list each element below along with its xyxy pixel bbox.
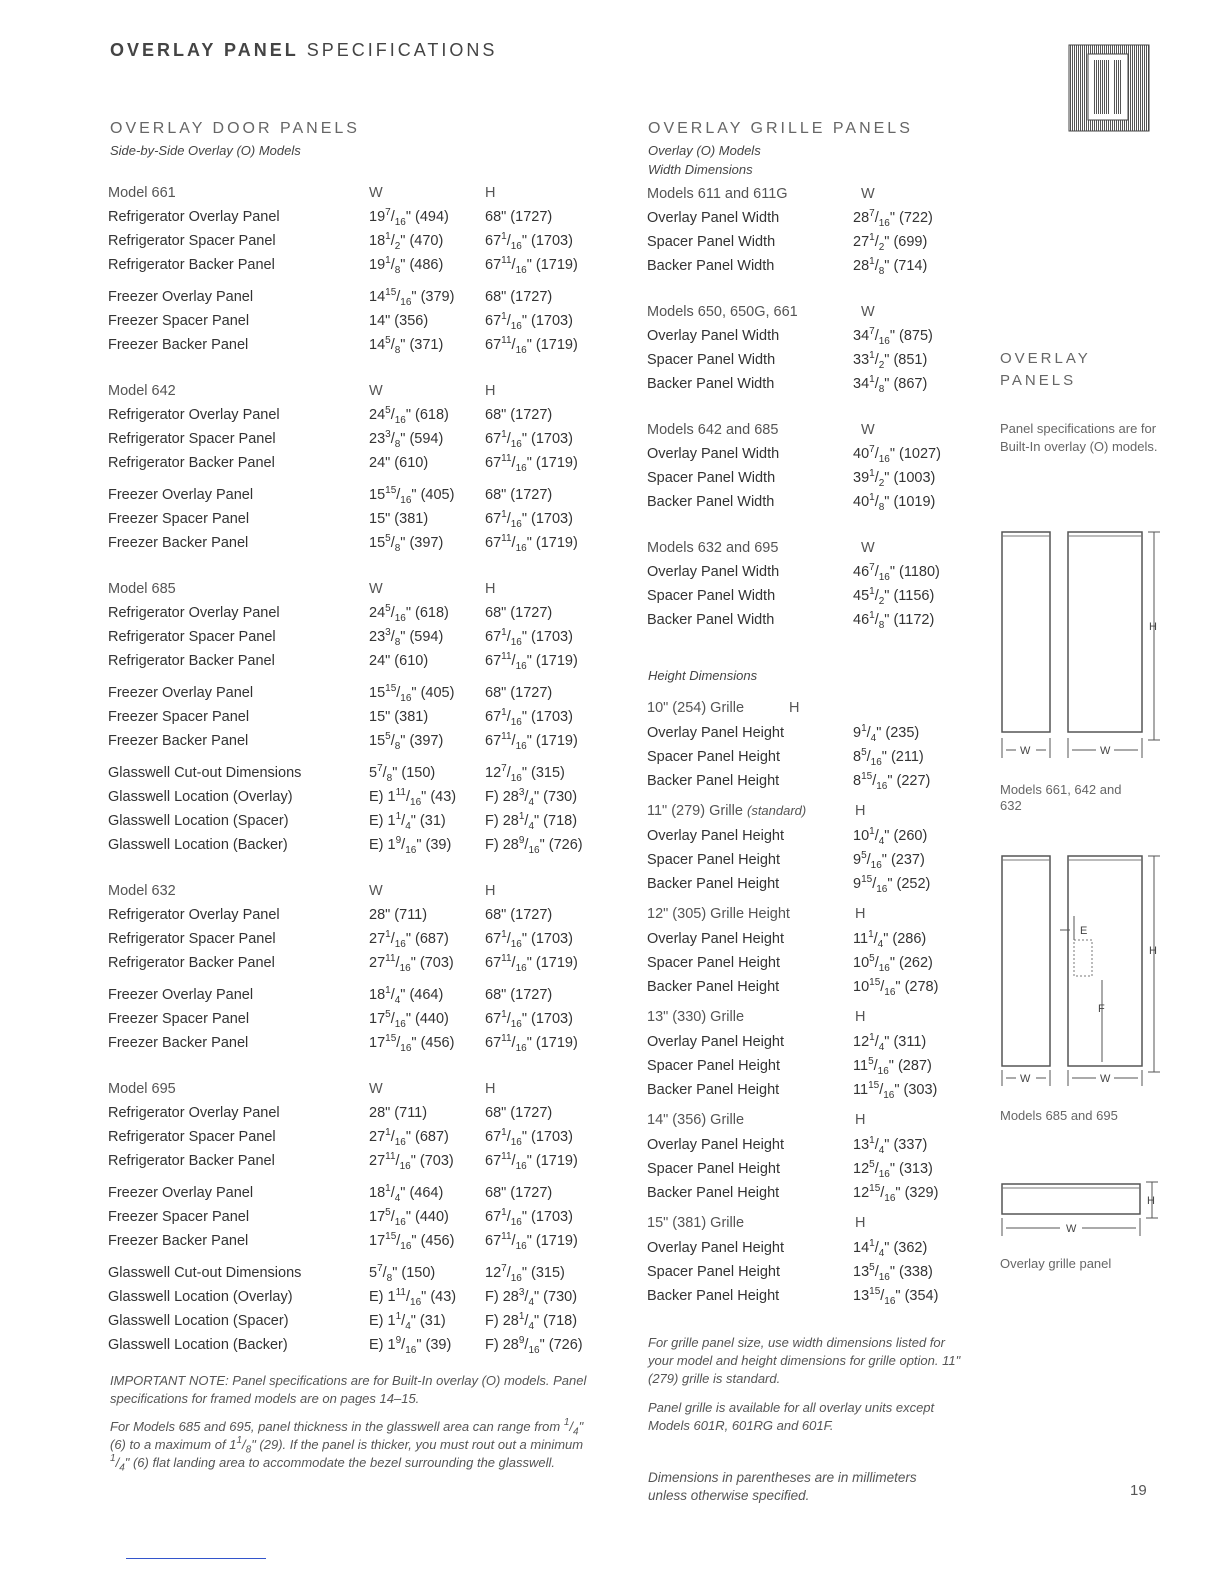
height-value: F) $28^9/_{16}$" (726): [485, 835, 583, 856]
height-value: F) $28^3/_4$" (730): [485, 1287, 578, 1308]
height-value: $67^{11}/_{16}$" (1719): [485, 731, 578, 752]
width-value: $24^5/_{16}$" (618): [369, 405, 449, 426]
fig1-width-label-1: W: [1020, 745, 1031, 757]
row-label: Refrigerator Spacer Panel: [108, 431, 276, 447]
figure-overlay-grille-panel: [996, 1176, 1166, 1240]
height-value: $67^1/_{16}$" (1703): [485, 1207, 573, 1228]
width-value: $17^5/_{16}$" (440): [369, 1207, 449, 1228]
row-label: Refrigerator Spacer Panel: [108, 931, 276, 947]
row-label: Backer Panel Width: [647, 376, 775, 392]
width-value: $5^7/_8$" (150): [369, 1263, 436, 1284]
grille-size-note: For grille panel size, use width dimensions listed for your model and height dimensions for grille option. 11" (279) grille is standard.: [648, 1335, 961, 1386]
fig2-f-label: F: [1098, 1003, 1105, 1015]
row-label: Spacer Panel Width: [647, 352, 776, 368]
row-label: Refrigerator Overlay Panel: [108, 407, 280, 423]
door-panels-title: OVERLAY DOOR PANELS: [110, 120, 360, 137]
fig1-height-label: H: [1149, 621, 1157, 633]
height-value: $11^1/_4$" (286): [853, 929, 927, 950]
height-value: $12^1/_4$" (311): [853, 1032, 927, 1053]
important-note: IMPORTANT NOTE: Panel specifications are for Built-In overlay (O) models. Panel specifications for framed models are on pages 14–15.: [110, 1373, 587, 1406]
row-label: Freezer Spacer Panel: [108, 1011, 250, 1027]
height-value: 68" (1727): [485, 487, 553, 503]
row-label: Glasswell Cut-out Dimensions: [108, 1265, 302, 1281]
height-value: $67^1/_{16}$" (1703): [485, 929, 573, 950]
row-label: Glasswell Location (Spacer): [108, 813, 289, 829]
width-value: $33^1/_2$" (851): [853, 350, 928, 371]
height-value: F) $28^9/_{16}$" (726): [485, 1335, 583, 1356]
grille-label: 11" (279) Grille (standard): [647, 803, 807, 819]
width-value: $15^{15}/_{16}$" (405): [369, 485, 455, 506]
row-label: Spacer Panel Height: [647, 749, 780, 765]
width-value: 28" (711): [369, 907, 428, 923]
row-label: Glasswell Location (Overlay): [108, 789, 293, 805]
fig2-e-label: E: [1080, 925, 1088, 937]
row-label: Overlay Panel Width: [647, 446, 780, 462]
height-value: 68" (1727): [485, 1185, 553, 1201]
row-label: Model 695: [108, 1081, 176, 1097]
row-label: Freezer Backer Panel: [108, 1035, 249, 1051]
height-value: $67^1/_{16}$" (1703): [485, 707, 573, 728]
height-value: 68" (1727): [485, 209, 553, 225]
row-label: Models 642 and 685: [647, 422, 779, 438]
row-label: Overlay Panel Height: [647, 931, 785, 947]
height-header: H: [855, 1009, 866, 1025]
height-value: $67^1/_{16}$" (1703): [485, 627, 573, 648]
width-value: $18^1/_2$" (470): [369, 231, 444, 252]
height-value: $9^1/_4$" (235): [853, 723, 920, 744]
height-value: F) $28^1/_4$" (718): [485, 1311, 578, 1332]
height-value: $67^{11}/_{16}$" (1719): [485, 533, 578, 554]
height-dimensions-title: Height Dimensions: [648, 668, 758, 683]
row-label: Overlay Panel Height: [647, 1137, 785, 1153]
row-label: Spacer Panel Width: [647, 470, 776, 486]
row-label: Refrigerator Overlay Panel: [108, 605, 280, 621]
row-label: Overlay Panel Height: [647, 828, 785, 844]
width-header: W: [369, 883, 383, 899]
width-value: E) $1^1/_4$" (31): [369, 811, 446, 832]
height-value: $67^1/_{16}$" (1703): [485, 429, 573, 450]
width-header: W: [861, 186, 875, 202]
height-value: $67^1/_{16}$" (1703): [485, 1009, 573, 1030]
row-label: Refrigerator Overlay Panel: [108, 209, 280, 225]
height-header: H: [485, 383, 496, 399]
row-label: Model 642: [108, 383, 176, 399]
width-value: $34^1/_8$" (867): [853, 374, 928, 395]
width-value: $23^3/_8$" (594): [369, 627, 444, 648]
width-value: $17^5/_{16}$" (440): [369, 1009, 449, 1030]
row-label: Glasswell Location (Backer): [108, 837, 288, 853]
side-description: Panel specifications are for Built-In overlay (O) models.: [1000, 421, 1158, 454]
height-value: 68" (1727): [485, 407, 553, 423]
height-header: H: [855, 906, 866, 922]
height-value: $13^5/_{16}$" (338): [853, 1262, 933, 1283]
figure-models-685-695: [996, 850, 1166, 1090]
width-value: $17^{15}/_{16}$" (456): [369, 1033, 455, 1054]
row-label: Backer Panel Height: [647, 1288, 780, 1304]
row-label: Refrigerator Spacer Panel: [108, 1129, 276, 1145]
height-value: $9^{15}/_{16}$" (252): [853, 874, 931, 895]
height-value: $9^5/_{16}$" (237): [853, 850, 925, 871]
row-label: Freezer Overlay Panel: [108, 685, 254, 701]
row-label: Spacer Panel Width: [647, 234, 776, 250]
row-label: Refrigerator Overlay Panel: [108, 907, 280, 923]
width-value: $27^1/_2$" (699): [853, 232, 928, 253]
width-header: W: [861, 304, 875, 320]
grille-label: 13" (330) Grille: [647, 1009, 745, 1025]
row-label: Spacer Panel Height: [647, 852, 780, 868]
grille-label: 14" (356) Grille: [647, 1112, 745, 1128]
fig3-caption: Overlay grille panel: [1000, 1256, 1112, 1271]
page-title: OVERLAY PANEL SPECIFICATIONS: [110, 40, 498, 60]
width-value: $46^7/_{16}$" (1180): [853, 562, 940, 583]
grille-label: 10" (254) Grille: [647, 700, 745, 716]
row-label: Refrigerator Backer Panel: [108, 653, 275, 669]
width-value: $15^{15}/_{16}$" (405): [369, 683, 455, 704]
width-value: $15^5/_8$" (397): [369, 731, 444, 752]
height-value: $8^5/_{16}$" (211): [853, 747, 924, 768]
row-label: Backer Panel Height: [647, 876, 780, 892]
height-value: $13^1/_4$" (337): [853, 1135, 928, 1156]
height-header: H: [485, 883, 496, 899]
width-value: 14" (356): [369, 313, 429, 329]
width-header: W: [861, 422, 875, 438]
row-label: Freezer Spacer Panel: [108, 709, 250, 725]
row-label: Models 611 and 611G: [647, 186, 788, 202]
width-value: 24" (610): [369, 653, 429, 669]
height-header: H: [855, 1112, 866, 1128]
fig1-width-label-2: W: [1100, 745, 1111, 757]
grille-subtitle: Overlay (O) Models: [648, 143, 761, 158]
height-value: $67^1/_{16}$" (1703): [485, 509, 573, 530]
figure-models-661-642-632: [996, 526, 1166, 762]
width-value: $18^1/_4$" (464): [369, 985, 444, 1006]
row-label: Backer Panel Height: [647, 1185, 780, 1201]
width-value: $19^7/_{16}$" (494): [369, 207, 449, 228]
height-value: 68" (1727): [485, 1105, 553, 1121]
row-label: Freezer Overlay Panel: [108, 487, 254, 503]
glasswell-note: For Models 685 and 695, panel thickness in the glasswell area can range from $^1/_4$" (6) to a maximum of $1^1/_8$" (29). If the panel is thicker, you must rout out a minimum $^1/_4$" (6) flat landing area to accommodate the bezel surrounding the glasswell.: [110, 1417, 584, 1474]
height-value: $67^1/_{16}$" (1703): [485, 311, 573, 332]
row-label: Freezer Overlay Panel: [108, 1185, 254, 1201]
row-label: Spacer Panel Height: [647, 1264, 780, 1280]
row-label: Freezer Spacer Panel: [108, 511, 250, 527]
row-label: Freezer Backer Panel: [108, 1233, 249, 1249]
width-value: $15^5/_8$" (397): [369, 533, 444, 554]
width-value: $27^{11}/_{16}$" (703): [369, 953, 454, 974]
row-label: Glasswell Cut-out Dimensions: [108, 765, 302, 781]
height-value: $67^{11}/_{16}$" (1719): [485, 335, 578, 356]
height-value: F) $28^1/_4$" (718): [485, 811, 578, 832]
width-header: W: [369, 581, 383, 597]
width-value: $40^1/_8$" (1019): [853, 492, 936, 513]
height-value: 68" (1727): [485, 987, 553, 1003]
height-value: 68" (1727): [485, 685, 553, 701]
row-label: Refrigerator Spacer Panel: [108, 233, 276, 249]
width-value: $24^5/_{16}$" (618): [369, 603, 449, 624]
row-label: Spacer Panel Height: [647, 955, 780, 971]
height-value: $67^{11}/_{16}$" (1719): [485, 651, 578, 672]
grille-label: 15" (381) Grille: [647, 1215, 745, 1231]
side-title: OVERLAY PANELS: [1000, 350, 1091, 389]
page-number: 19: [1130, 1482, 1147, 1499]
height-value: $12^7/_{16}$" (315): [485, 1263, 565, 1284]
height-value: $12^{15}/_{16}$" (329): [853, 1183, 939, 1204]
height-value: $12^5/_{16}$" (313): [853, 1159, 933, 1180]
row-label: Freezer Backer Panel: [108, 733, 249, 749]
height-header: H: [855, 1215, 866, 1231]
width-value: $28^1/_8$" (714): [853, 256, 928, 277]
height-value: $10^5/_{16}$" (262): [853, 953, 933, 974]
height-value: $13^{15}/_{16}$" (354): [853, 1286, 939, 1307]
height-header: H: [855, 803, 866, 819]
fig2-width-label-1: W: [1020, 1073, 1031, 1085]
height-header: H: [485, 1081, 496, 1097]
width-value: E) $1^9/_{16}$" (39): [369, 1335, 452, 1356]
row-label: Freezer Backer Panel: [108, 337, 249, 353]
row-label: Freezer Spacer Panel: [108, 1209, 250, 1225]
row-label: Refrigerator Backer Panel: [108, 1153, 275, 1169]
row-label: Refrigerator Spacer Panel: [108, 629, 276, 645]
row-label: Model 661: [108, 185, 176, 201]
fig1-caption: Models 661, 642 and 632: [1000, 782, 1122, 813]
row-label: Spacer Panel Width: [647, 588, 776, 604]
height-value: $67^{11}/_{16}$" (1719): [485, 255, 578, 276]
height-header: H: [485, 581, 496, 597]
height-value: $67^1/_{16}$" (1703): [485, 1127, 573, 1148]
width-value: $14^5/_8$" (371): [369, 335, 444, 356]
width-value: 28" (711): [369, 1105, 428, 1121]
fig2-height-label: H: [1149, 945, 1157, 957]
height-value: $12^7/_{16}$" (315): [485, 763, 565, 784]
width-value: $18^1/_4$" (464): [369, 1183, 444, 1204]
row-label: Overlay Panel Height: [647, 1240, 785, 1256]
height-value: $67^{11}/_{16}$" (1719): [485, 1151, 578, 1172]
width-value: $5^7/_8$" (150): [369, 763, 436, 784]
height-value: $10^{15}/_{16}$" (278): [853, 977, 939, 998]
row-label: Glasswell Location (Overlay): [108, 1289, 293, 1305]
width-value: E) $1^1/_4$" (31): [369, 1311, 446, 1332]
width-value: $27^1/_{16}$" (687): [369, 1127, 449, 1148]
height-value: F) $28^3/_4$" (730): [485, 787, 578, 808]
width-value: $40^7/_{16}$" (1027): [853, 444, 941, 465]
row-label: Freezer Overlay Panel: [108, 987, 254, 1003]
row-label: Overlay Panel Width: [647, 564, 780, 580]
footer-link-line: [126, 1558, 266, 1559]
height-value: $8^{15}/_{16}$" (227): [853, 771, 931, 792]
height-value: 68" (1727): [485, 907, 553, 923]
width-value: $27^1/_{16}$" (687): [369, 929, 449, 950]
row-label: Overlay Panel Height: [647, 1034, 785, 1050]
fig3-width-label: W: [1066, 1223, 1077, 1235]
width-value: 15" (381): [369, 511, 429, 527]
width-value: $27^{11}/_{16}$" (703): [369, 1151, 454, 1172]
width-value: 24" (610): [369, 455, 429, 471]
row-label: Models 650, 650G, 661: [647, 304, 798, 320]
door-panels-subtitle: Side-by-Side Overlay (O) Models: [110, 143, 301, 158]
row-label: Backer Panel Width: [647, 612, 775, 628]
width-value: 15" (381): [369, 709, 429, 725]
width-value: $39^1/_2$" (1003): [853, 468, 936, 489]
width-value: $34^7/_{16}$" (875): [853, 326, 933, 347]
row-label: Spacer Panel Height: [647, 1161, 780, 1177]
row-label: Glasswell Location (Backer): [108, 1337, 288, 1353]
row-label: Overlay Panel Width: [647, 328, 780, 344]
height-value: $67^{11}/_{16}$" (1719): [485, 453, 578, 474]
height-value: $10^1/_4$" (260): [853, 826, 928, 847]
fig2-caption: Models 685 and 695: [1000, 1108, 1118, 1123]
height-value: 68" (1727): [485, 289, 553, 305]
grille-panels-title: OVERLAY GRILLE PANELS: [648, 120, 913, 137]
row-label: Refrigerator Backer Panel: [108, 257, 275, 273]
height-value: $67^1/_{16}$" (1703): [485, 231, 573, 252]
height-value: $67^{11}/_{16}$" (1719): [485, 953, 578, 974]
row-label: Overlay Panel Width: [647, 210, 780, 226]
height-value: $14^1/_4$" (362): [853, 1238, 928, 1259]
width-header: W: [369, 1081, 383, 1097]
width-header: W: [861, 540, 875, 556]
height-value: $67^{11}/_{16}$" (1719): [485, 1231, 578, 1252]
width-header: W: [369, 185, 383, 201]
width-value: $28^7/_{16}$" (722): [853, 208, 933, 229]
row-label: Freezer Overlay Panel: [108, 289, 254, 305]
width-value: $23^3/_8$" (594): [369, 429, 444, 450]
width-value: $17^{15}/_{16}$" (456): [369, 1231, 455, 1252]
width-value: E) $1^{11}/_{16}$" (43): [369, 787, 457, 808]
row-label: Backer Panel Height: [647, 979, 780, 995]
height-value: $11^5/_{16}$" (287): [853, 1056, 932, 1077]
row-label: Spacer Panel Height: [647, 1058, 780, 1074]
width-value: $46^1/_8$" (1172): [853, 610, 935, 631]
millimeters-note: Dimensions in parentheses are in millimeters unless otherwise specified.: [648, 1470, 917, 1503]
row-label: Models 632 and 695: [647, 540, 779, 556]
grille-label: 12" (305) Grille Height: [647, 906, 790, 922]
row-label: Freezer Spacer Panel: [108, 313, 250, 329]
width-value: E) $1^9/_{16}$" (39): [369, 835, 452, 856]
height-value: 68" (1727): [485, 605, 553, 621]
grille-availability-note: Panel grille is available for all overlay units except Models 601R, 601RG and 601F.: [648, 1400, 935, 1433]
row-label: Overlay Panel Height: [647, 725, 785, 741]
logo-mark: [1068, 44, 1150, 132]
row-label: Backer Panel Width: [647, 258, 775, 274]
height-value: $11^{15}/_{16}$" (303): [853, 1080, 938, 1101]
fig2-width-label-2: W: [1100, 1073, 1111, 1085]
row-label: Backer Panel Width: [647, 494, 775, 510]
fig3-height-label: H: [1147, 1195, 1155, 1207]
height-header: H: [485, 185, 496, 201]
width-value: $19^1/_8$" (486): [369, 255, 444, 276]
width-value: $45^1/_2$" (1156): [853, 586, 935, 607]
row-label: Model 685: [108, 581, 176, 597]
row-label: Refrigerator Backer Panel: [108, 955, 275, 971]
row-label: Backer Panel Height: [647, 1082, 780, 1098]
row-label: Model 632: [108, 883, 176, 899]
grille-width-subtitle: Width Dimensions: [648, 162, 753, 177]
row-label: Freezer Backer Panel: [108, 535, 249, 551]
height-header: H: [789, 700, 800, 716]
height-value: $67^{11}/_{16}$" (1719): [485, 1033, 578, 1054]
row-label: Refrigerator Backer Panel: [108, 455, 275, 471]
row-label: Refrigerator Overlay Panel: [108, 1105, 280, 1121]
width-value: $14^{15}/_{16}$" (379): [369, 287, 455, 308]
width-header: W: [369, 383, 383, 399]
width-value: E) $1^{11}/_{16}$" (43): [369, 1287, 457, 1308]
row-label: Backer Panel Height: [647, 773, 780, 789]
row-label: Glasswell Location (Spacer): [108, 1313, 289, 1329]
